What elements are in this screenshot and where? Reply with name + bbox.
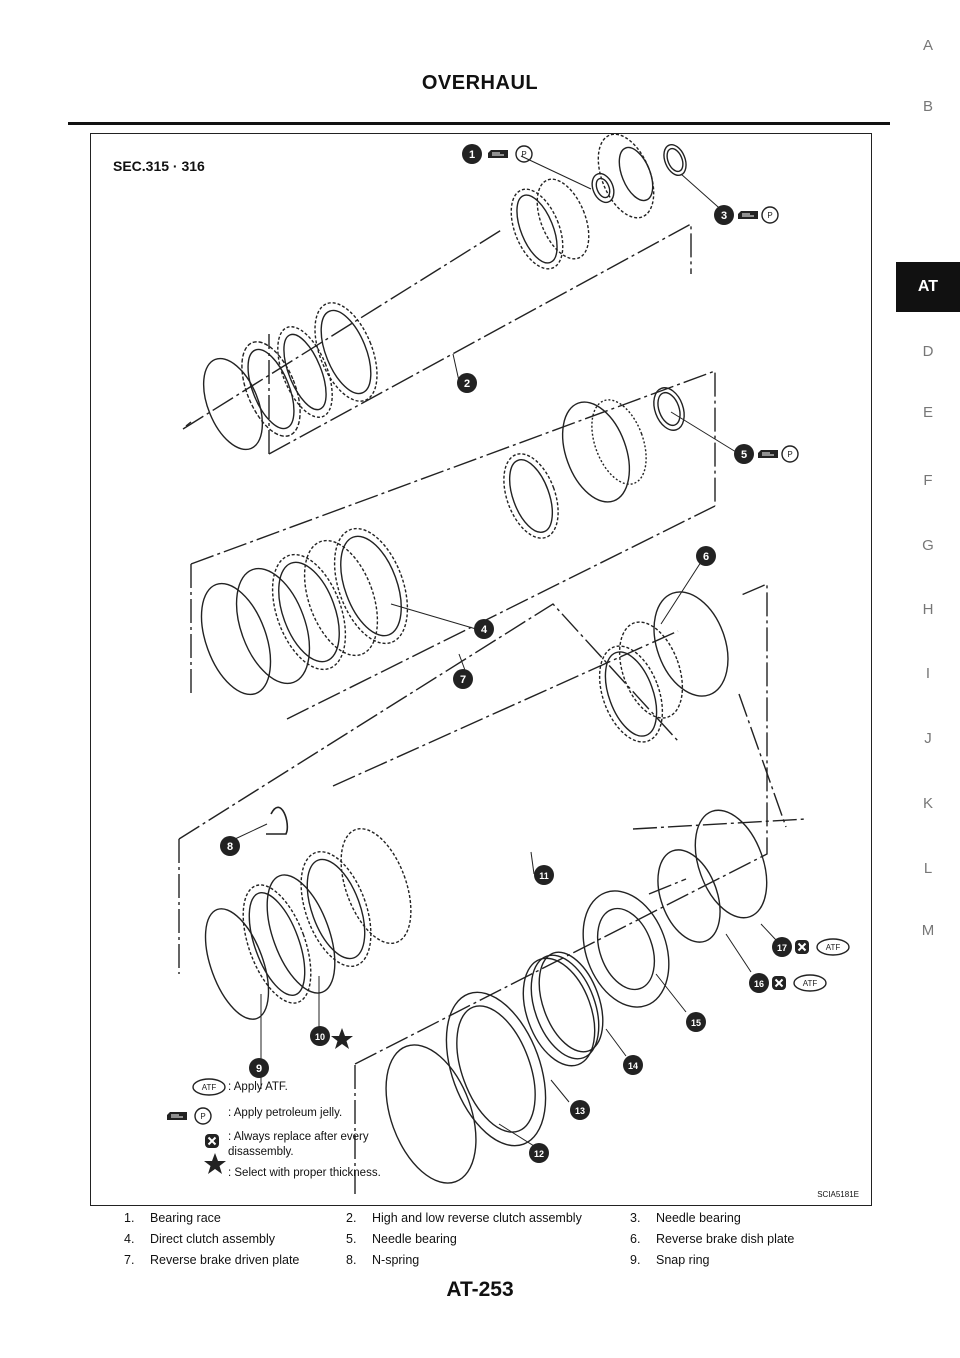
callout-6: 6 xyxy=(702,551,710,563)
leader-lines xyxy=(235,156,776,1146)
section-label: SEC.315 · 316 xyxy=(113,158,205,174)
jelly-icon-1 xyxy=(488,150,508,158)
legend-replace-icon xyxy=(205,1134,219,1148)
part-item: 8. N-spring xyxy=(346,1253,420,1267)
legend-apply-jelly: : Apply petroleum jelly. xyxy=(228,1107,343,1119)
p-mark-5: P xyxy=(787,450,793,459)
replace-icon-16 xyxy=(772,976,786,990)
legend-atf-badge: ATF xyxy=(201,1083,217,1092)
p-mark-1: P xyxy=(521,150,527,159)
callout-15: 15 xyxy=(690,1018,702,1028)
section-tab-b[interactable]: B xyxy=(922,98,933,115)
callout-9: 9 xyxy=(255,1063,263,1075)
callout-10: 10 xyxy=(314,1032,326,1042)
piston-group-rings xyxy=(369,800,780,1195)
parts-row xyxy=(124,1232,844,1253)
legend-star-icon xyxy=(204,1153,226,1174)
group-2-assembly-box xyxy=(183,224,691,454)
parts-list xyxy=(124,1211,844,1274)
callout-2: 2 xyxy=(463,378,471,390)
jelly-icon-3 xyxy=(738,211,758,219)
section-tab-k[interactable]: K xyxy=(922,795,933,812)
parts-row xyxy=(124,1211,844,1232)
part-item: 3. Needle bearing xyxy=(630,1211,741,1225)
legend-jelly-icon xyxy=(167,1112,187,1120)
section-tab-d[interactable]: D xyxy=(922,343,934,360)
part-item: 5. Needle bearing xyxy=(346,1232,457,1246)
callout-1: 1 xyxy=(468,149,476,161)
section-tab-g[interactable]: G xyxy=(922,537,934,554)
part-item: 9. Snap ring xyxy=(630,1253,710,1267)
callout-5: 5 xyxy=(740,449,748,461)
parts-row xyxy=(124,1253,844,1274)
section-tab-e[interactable]: E xyxy=(922,404,933,421)
page-title: OVERHAUL xyxy=(421,72,539,94)
callout-4: 4 xyxy=(480,624,488,636)
part-item: 4. Direct clutch assembly xyxy=(124,1232,276,1246)
atf-badge-17: ATF xyxy=(825,943,841,952)
part-item: 6. Reverse brake dish plate xyxy=(630,1232,795,1246)
callout-11: 11 xyxy=(539,871,549,881)
callout-12: 12 xyxy=(533,1149,545,1159)
group-11-rings xyxy=(193,582,742,1028)
star-icon-10 xyxy=(331,1028,353,1049)
section-tab-h[interactable]: H xyxy=(922,601,934,618)
part-item: 1. Bearing race xyxy=(124,1211,221,1225)
part-item: 2. High and low reverse clutch assembly xyxy=(346,1211,582,1225)
callout-17: 17 xyxy=(776,943,788,953)
section-tab-f[interactable]: F xyxy=(923,472,933,489)
callout-13: 13 xyxy=(574,1106,586,1116)
callout-7: 7 xyxy=(459,674,467,686)
section-tab-l[interactable]: L xyxy=(923,860,933,877)
group-4-rings xyxy=(188,384,690,704)
callout-8: 8 xyxy=(226,841,234,853)
group-2-rings xyxy=(192,134,690,458)
section-tab-at-active[interactable]: AT xyxy=(896,262,960,312)
legend-always-replace: : Always replace after every disassembly. xyxy=(228,1131,369,1158)
exploded-view-figure xyxy=(90,133,872,1206)
section-tab-a[interactable]: A xyxy=(922,37,933,54)
legend-symbols xyxy=(167,1079,226,1174)
title-rule xyxy=(68,122,890,125)
callout-14: 14 xyxy=(627,1061,639,1071)
callout-symbols xyxy=(331,146,849,1049)
legend-apply-atf: : Apply ATF. xyxy=(228,1081,288,1093)
p-mark-3: P xyxy=(767,211,773,220)
legend-p-mark: P xyxy=(200,1112,206,1121)
section-tab-j[interactable]: J xyxy=(924,730,932,747)
part-item: 7. Reverse brake driven plate xyxy=(124,1253,300,1267)
replace-icon-17 xyxy=(795,940,809,954)
callout-3: 3 xyxy=(720,210,728,222)
page-number: AT-253 xyxy=(446,1278,514,1301)
callout-16: 16 xyxy=(753,979,765,989)
legend-select-thickness: : Select with proper thickness. xyxy=(228,1167,381,1179)
figure-code: SCIA5181E xyxy=(817,1190,859,1199)
jelly-icon-5 xyxy=(758,450,778,458)
section-tab-m[interactable]: M xyxy=(921,922,935,939)
atf-badge-16: ATF xyxy=(802,979,818,988)
section-tab-i[interactable]: I xyxy=(925,665,931,682)
exploded-view-drawing xyxy=(91,134,873,1207)
